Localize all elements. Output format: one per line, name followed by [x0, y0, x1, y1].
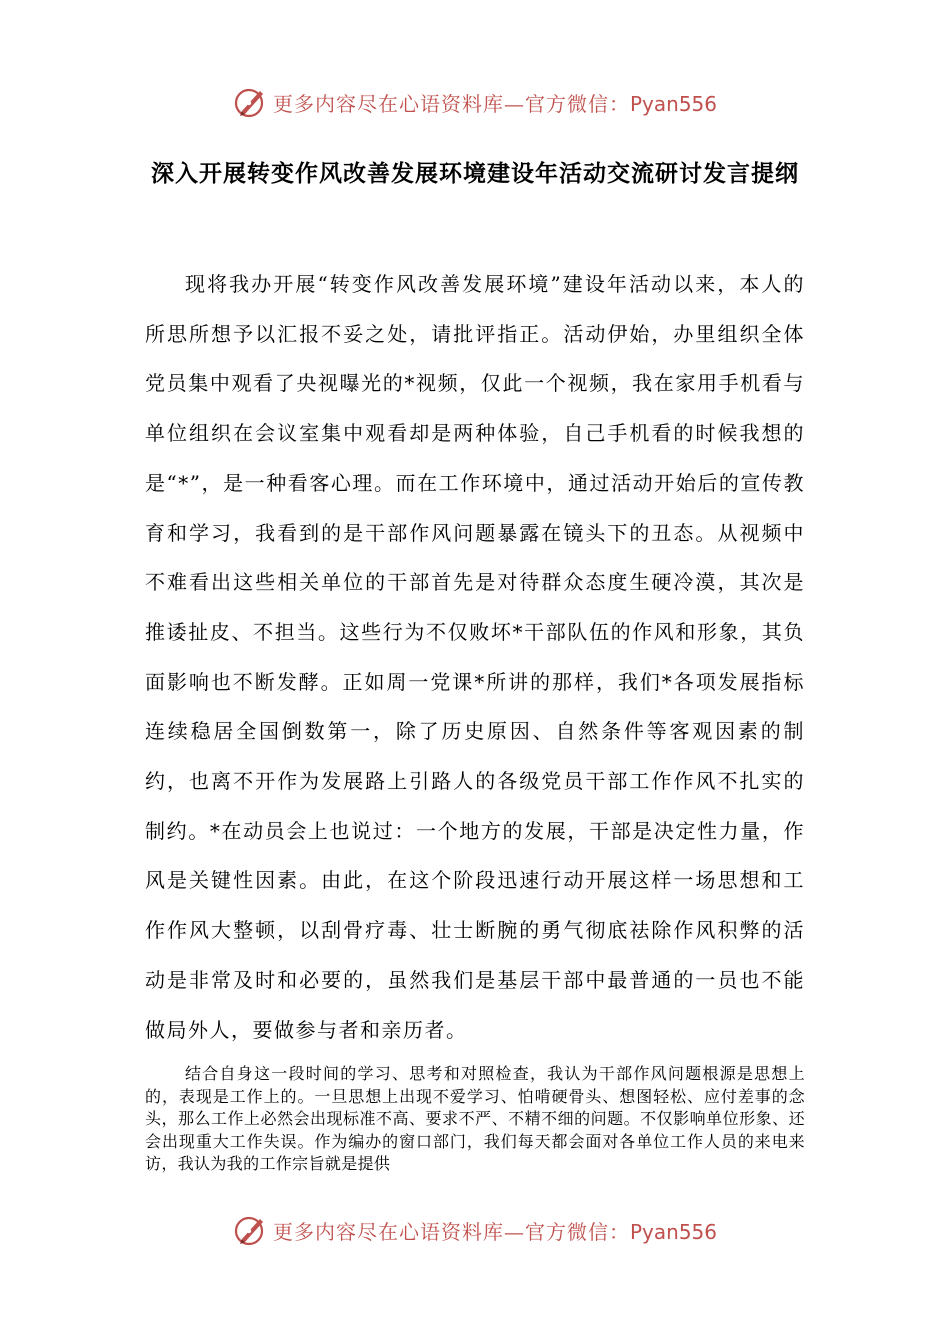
footer-banner	[0, 1208, 950, 1252]
paragraph-2: 结合自身这一段时间的学习、思考和对照检查，我认为干部作风问题根源是思想上的，表现是工作上的。一旦思想上出现不爱学习、怕啃硬骨头、想图轻松、应付差事的念头，那么工作上必然会出现标准不高、要求不严、不精不细的问题。不仅影响单位形象、还会出现重大工作失误。作为编办的窗口部门，我们每天都会面对各单位工作人员的来电来访，我认为我的工作宗旨就是提供	[145, 1064, 805, 1173]
document-title: 深入开展转变作风改善发展环境建设年活动交流研讨发言提纲	[151, 161, 799, 187]
footer-banner-text: 更多内容尽在心语资料库—官方微信：Pyan556	[272, 1219, 717, 1244]
footer-banner-id: Pyan556	[629, 1219, 717, 1244]
pen-logo-icon	[233, 84, 269, 120]
pen-logo-icon	[233, 1212, 269, 1248]
header-banner-text: 更多内容尽在心语资料库—官方微信：Pyan556	[272, 91, 717, 116]
header-banner-id: Pyan556	[629, 91, 717, 116]
paragraph-1: 现将我办开展“转变作风改善发展环境”建设年活动以来，本人的所思所想予以汇报不妥之处，请批评指正。活动伊始，办里组织全体党员集中观看了央视曝光的*视频，仅此一个视频，我在家用手机看与单位组织在会议室集中观看却是两种体验，自己手机看的时候我想的是“*”，是一种看客心理。而在工作环境中，通过活动开始后的宣传教育和学习，我看到的是干部作风问题暴露在镜头下的丑态。从视频中不难看出这些相关单位的干部首先是对待群众态度生硬冷漠，其次是推诿扯皮、不担当。这些行为不仅败坏*干部队伍的作风和形象，其负面影响也不断发酵。正如周一党课*所讲的那样，我们*各项发展指标连续稳居全国倒数第一，除了历史原因、自然条件等客观因素的制约，也离不开作为发展路上引路人的各级党员干部工作作风不扎实的制约。*在动员会上也说过：一个地方的发展，干部是决定性力量，作风是关键性因素。由此，在这个阶段迅速行动开展这样一场思想和工作作风大整顿，以刮骨疗毒、壮士断腕的勇气彻底祛除作风积弊的活动是非常及时和必要的，虽然我们是基层干部中最普通的一员也不能做局外人，要做参与者和亲历者。	[145, 272, 805, 1042]
header-banner	[0, 80, 950, 124]
